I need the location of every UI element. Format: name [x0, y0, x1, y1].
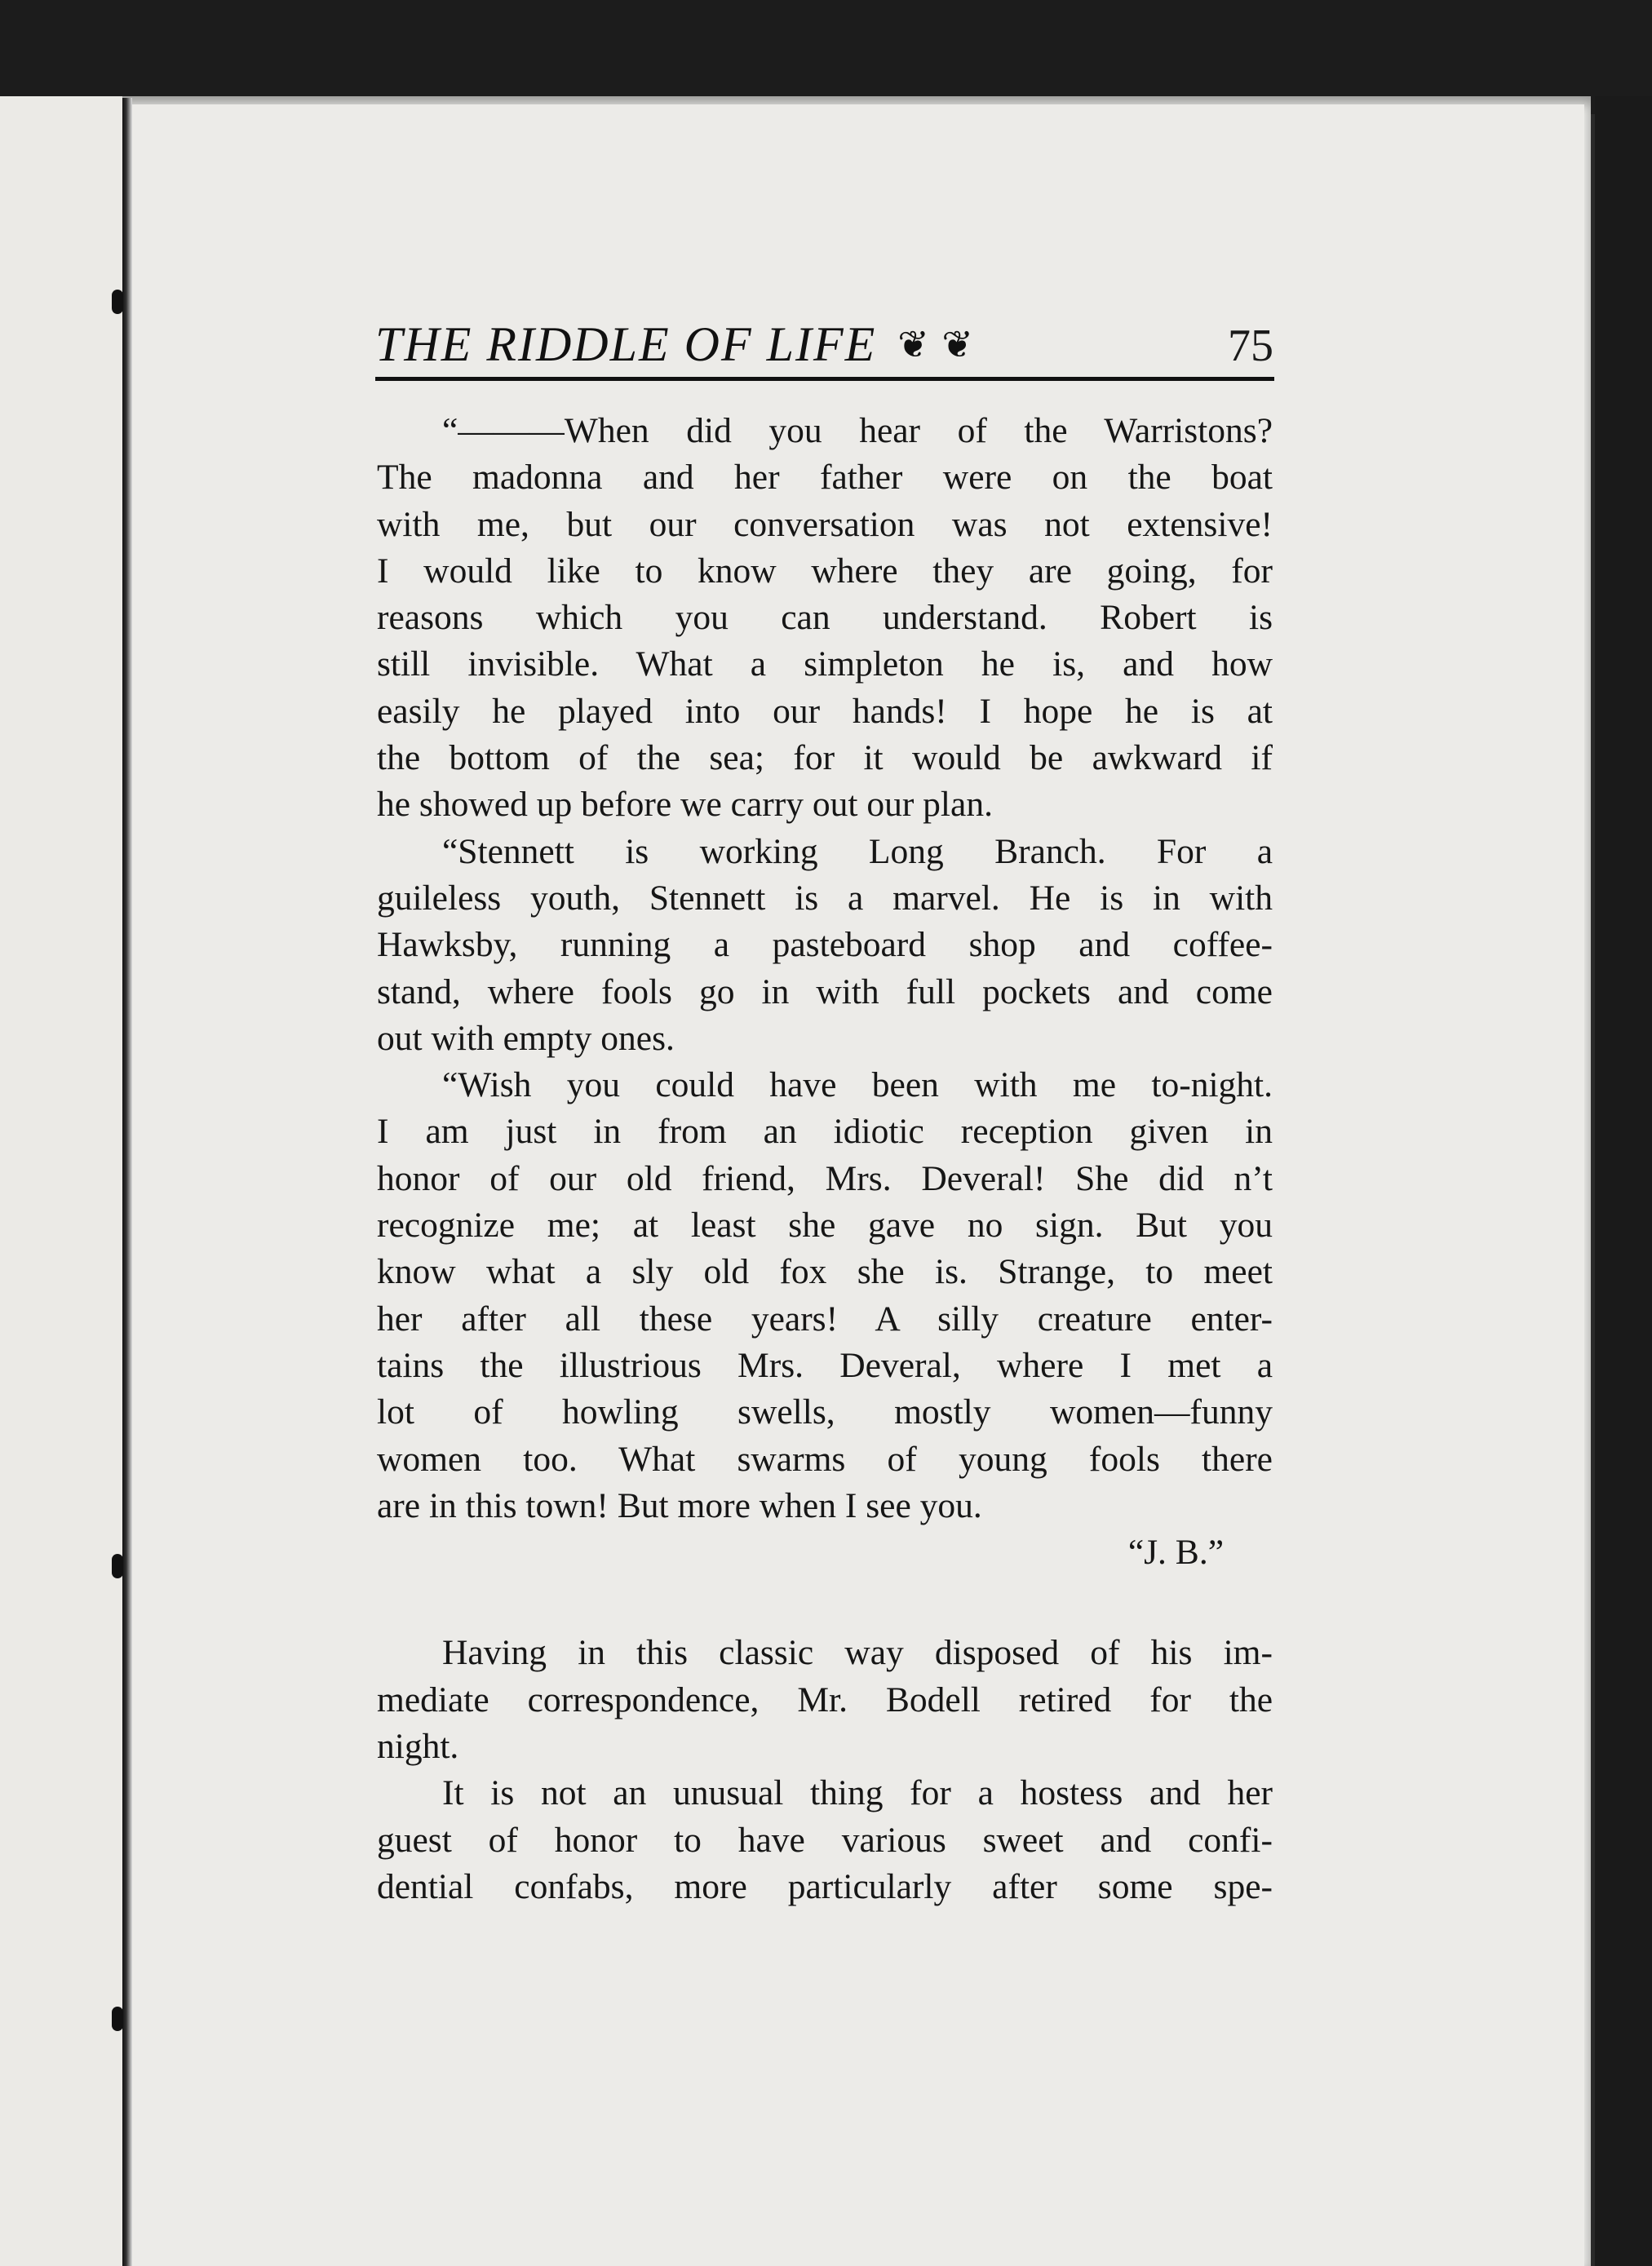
- ornament-icon: ❦ ❦: [897, 324, 975, 365]
- text-line: “———When did you hear of the Warristons?: [442, 411, 1273, 450]
- letter-paragraph-cont: [377, 1109, 1273, 1529]
- binding-hole: [112, 1554, 123, 1578]
- text-line: know what a sly old fox she is. Strange, to meet: [377, 1252, 1273, 1292]
- page-body: [377, 408, 1273, 1910]
- text-line: guileless youth, Stennett is a marvel. He is in with: [377, 878, 1273, 918]
- narrative-paragraph: [377, 1630, 1273, 1676]
- text-line: women too. What swarms of young fools there: [377, 1439, 1273, 1479]
- text-line: are in this town! But more when I see you.: [377, 1485, 982, 1525]
- letter-paragraph: [377, 408, 1273, 454]
- letter-paragraph: [377, 829, 1273, 875]
- text-line: recognize me; at least she gave no sign. But you: [377, 1206, 1273, 1246]
- text-line: I would like to know where they are going, for: [377, 551, 1273, 591]
- text-line: still invisible. What a simpleton he is, and how: [377, 644, 1273, 684]
- section-gap: [377, 1576, 1273, 1630]
- scan-background-right: [1595, 96, 1652, 2266]
- text-line: “Wish you could have been with me to-night.: [442, 1065, 1273, 1105]
- text-line: guest of honor to have various sweet and confi-: [377, 1820, 1273, 1860]
- binding-hole: [112, 290, 123, 314]
- page-number: 75: [1228, 321, 1273, 371]
- letter-signature: “J. B.”: [1127, 1533, 1224, 1573]
- text-line: easily he played into our hands! I hope he is at: [377, 691, 1273, 731]
- text-line: Hawksby, running a pasteboard shop and coffee-: [377, 925, 1273, 965]
- text-line: lot of howling swells, mostly women—funny: [377, 1392, 1273, 1432]
- text-line: dential confabs, more particularly after some spe-: [377, 1866, 1273, 1906]
- text-line: It is not an unusual thing for a hostess and her: [442, 1773, 1273, 1813]
- text-line: reasons which you can understand. Robert is: [377, 598, 1273, 638]
- letter-paragraph-cont: [377, 875, 1273, 1062]
- binding-edge: [122, 98, 132, 2266]
- text-line: honor of our old friend, Mrs. Deveral! She did n’t: [377, 1158, 1273, 1198]
- letter-paragraph: [377, 1062, 1273, 1109]
- left-page-margin: [0, 96, 139, 2266]
- text-line: the bottom of the sea; for it would be awkward if: [377, 738, 1273, 778]
- text-line: out with empty ones.: [377, 1018, 675, 1058]
- text-line: with me, but our conversation was not extensive!: [377, 504, 1273, 544]
- text-line: mediate correspondence, Mr. Bodell retired for the: [377, 1680, 1273, 1719]
- text-line: “Stennett is working Long Branch. For a: [442, 831, 1273, 871]
- letter-paragraph-cont: [377, 454, 1273, 828]
- running-title: THE RIDDLE OF LIFE: [375, 317, 877, 371]
- text-line: her after all these years! A silly creature enter-: [377, 1299, 1273, 1339]
- text-line: he showed up before we carry out our plan.: [377, 785, 993, 825]
- text-line: The madonna and her father were on the boat: [377, 458, 1273, 498]
- narrative-paragraph-cont: [377, 1817, 1273, 1911]
- running-head: [375, 316, 1269, 371]
- text-line: night.: [377, 1727, 459, 1767]
- narrative-paragraph-cont: [377, 1677, 1273, 1771]
- text-line: tains the illustrious Mrs. Deveral, where I met a: [377, 1345, 1273, 1385]
- text-line: Having in this classic way disposed of his im-: [442, 1633, 1273, 1673]
- narrative-paragraph: [377, 1770, 1273, 1817]
- header-rule: [375, 377, 1274, 381]
- binding-hole: [112, 2007, 123, 2031]
- text-line: stand, where fools go in with full pockets and come: [377, 971, 1273, 1011]
- text-line: I am just in from an idiotic reception given in: [377, 1112, 1273, 1152]
